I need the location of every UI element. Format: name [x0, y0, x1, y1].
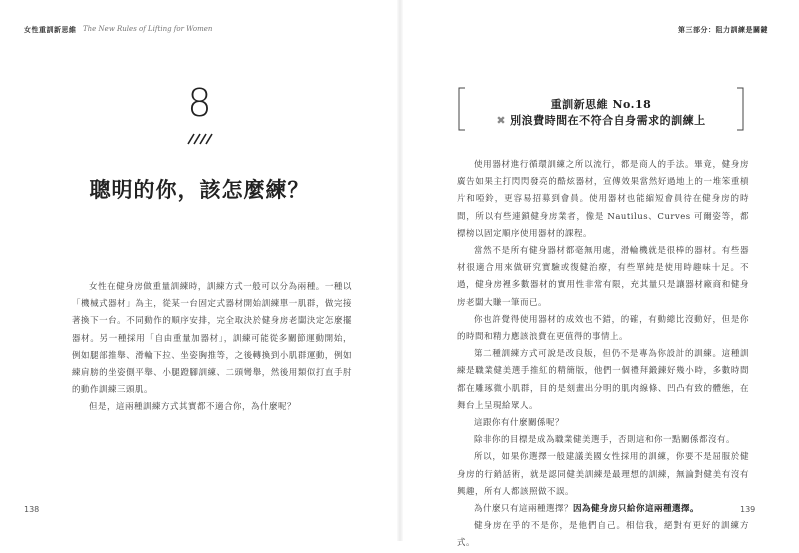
running-header-subtitle: The New Rules of Lifting for Women [83, 25, 213, 33]
paragraph-with-emphasis [457, 501, 749, 518]
body-text-right [457, 157, 749, 553]
rule-callout-box [455, 86, 747, 132]
left-page [0, 0, 399, 541]
paragraph: 但是，這兩種訓練方式其實都不適合你，為什麼呢？ [89, 402, 297, 413]
paragraph: 你也許覺得使用器材的成效也不錯，的確，有動總比沒動好，但是你的時間和精力應該浪費在更值得的事情上。 [457, 314, 749, 343]
page-number: 139 [740, 505, 756, 514]
right-page [400, 0, 799, 549]
rule-subtitle: 別浪費時間在不符合自身需求的訓練上 [510, 114, 706, 127]
paragraph: 當然不是所有健身器材都毫無用處，滑輪機就是很棒的器材。有些器材很適合用來做研究實驗或復健治療，有些單純是使用時趣味十足。不過，健身房裡多數器材的實用性非常有限，充其量只是讓器材廠商和健身房老闆大賺一筆而已。 [457, 246, 749, 308]
paragraph: 這跟你有什麼關係呢？ [474, 418, 565, 429]
emphasis-text: 因為健身房只給你這兩種選擇。 [573, 504, 700, 515]
paragraph: 所以，如果你選擇一般建議美國女性採用的訓練，你要不是屈服於健身房的行銷話術，就是認同健美訓練是最理想的訓練，無論對健美有沒有興趣，所有人都該照做不誤。 [457, 452, 749, 497]
chapter-title: 聰明的你，該怎麼練？ [89, 178, 310, 202]
body-text-left [72, 279, 352, 417]
running-header-part: 第三部分：阻力訓練是關鍵 [678, 25, 768, 34]
paragraph: 女性在健身房做重量訓練時，訓練方式一般可以分為兩種。一種以「機械式器材」為主，從某一台固定式器材開始訓練單一肌群，做完接著換下一台。不同動作的順序安排，完全取決於健身房老闆決定怎麼擺器材。另一種採用「自由重量加器材」，訓練可能從多關節運動開始，例如腿部推舉、滑輪下拉、坐姿胸推等，之後轉換到小肌群運動，例如練肩膀的坐姿側平舉、小腿蹬腳訓練、二頭彎舉，然後用類似打直手肘的動作訓練三頭肌。 [72, 282, 352, 396]
chapter-number: 8 [187, 81, 212, 125]
rule-subtitle-row [455, 112, 747, 128]
running-header-title: 女性重訓新思維 [24, 25, 77, 34]
paragraph-lead: 為什麼只有這兩種選擇？ [474, 504, 574, 515]
paragraph: 使用器材進行循環訓練之所以流行，都是商人的手法。畢竟，健身房廣告如果主打閃閃發亮的酷炫器材，宣傳效果當然好過地上的一堆笨重槓片和啞鈴，更容易招募到會員。使用器材也能縮短會員待在健身房的時間，所以有些連鎖健身房業者，像是 Nautilus、Curves 可爾姿等，都標榜以固定順序使用器材的課程。 [457, 160, 749, 239]
x-mark-icon: ✖ [496, 114, 507, 127]
paragraph: 除非你的目標是成為職業健美選手，否則這和你一點關係都沒有。 [474, 435, 736, 446]
paragraph: 第二種訓練方式可說是改良版，但仍不是專為你設計的訓練。這種訓練是職業健美選手推紅的精簡版，他們一個禮拜鍛鍊好幾小時，多數時間都在雕琢微小肌群，目的是刻畫出分明的肌肉線條、凹凸有致的體態，在舞台上呈現給眾人。 [457, 349, 749, 411]
paragraph: 健身房在乎的不是你，是他們自己。相信我，絕對有更好的訓練方式。 [457, 521, 749, 549]
slash-ornament-icon [186, 132, 214, 146]
rule-title: 重訓新思維 No.18 [550, 98, 652, 111]
page-number: 138 [24, 505, 40, 514]
